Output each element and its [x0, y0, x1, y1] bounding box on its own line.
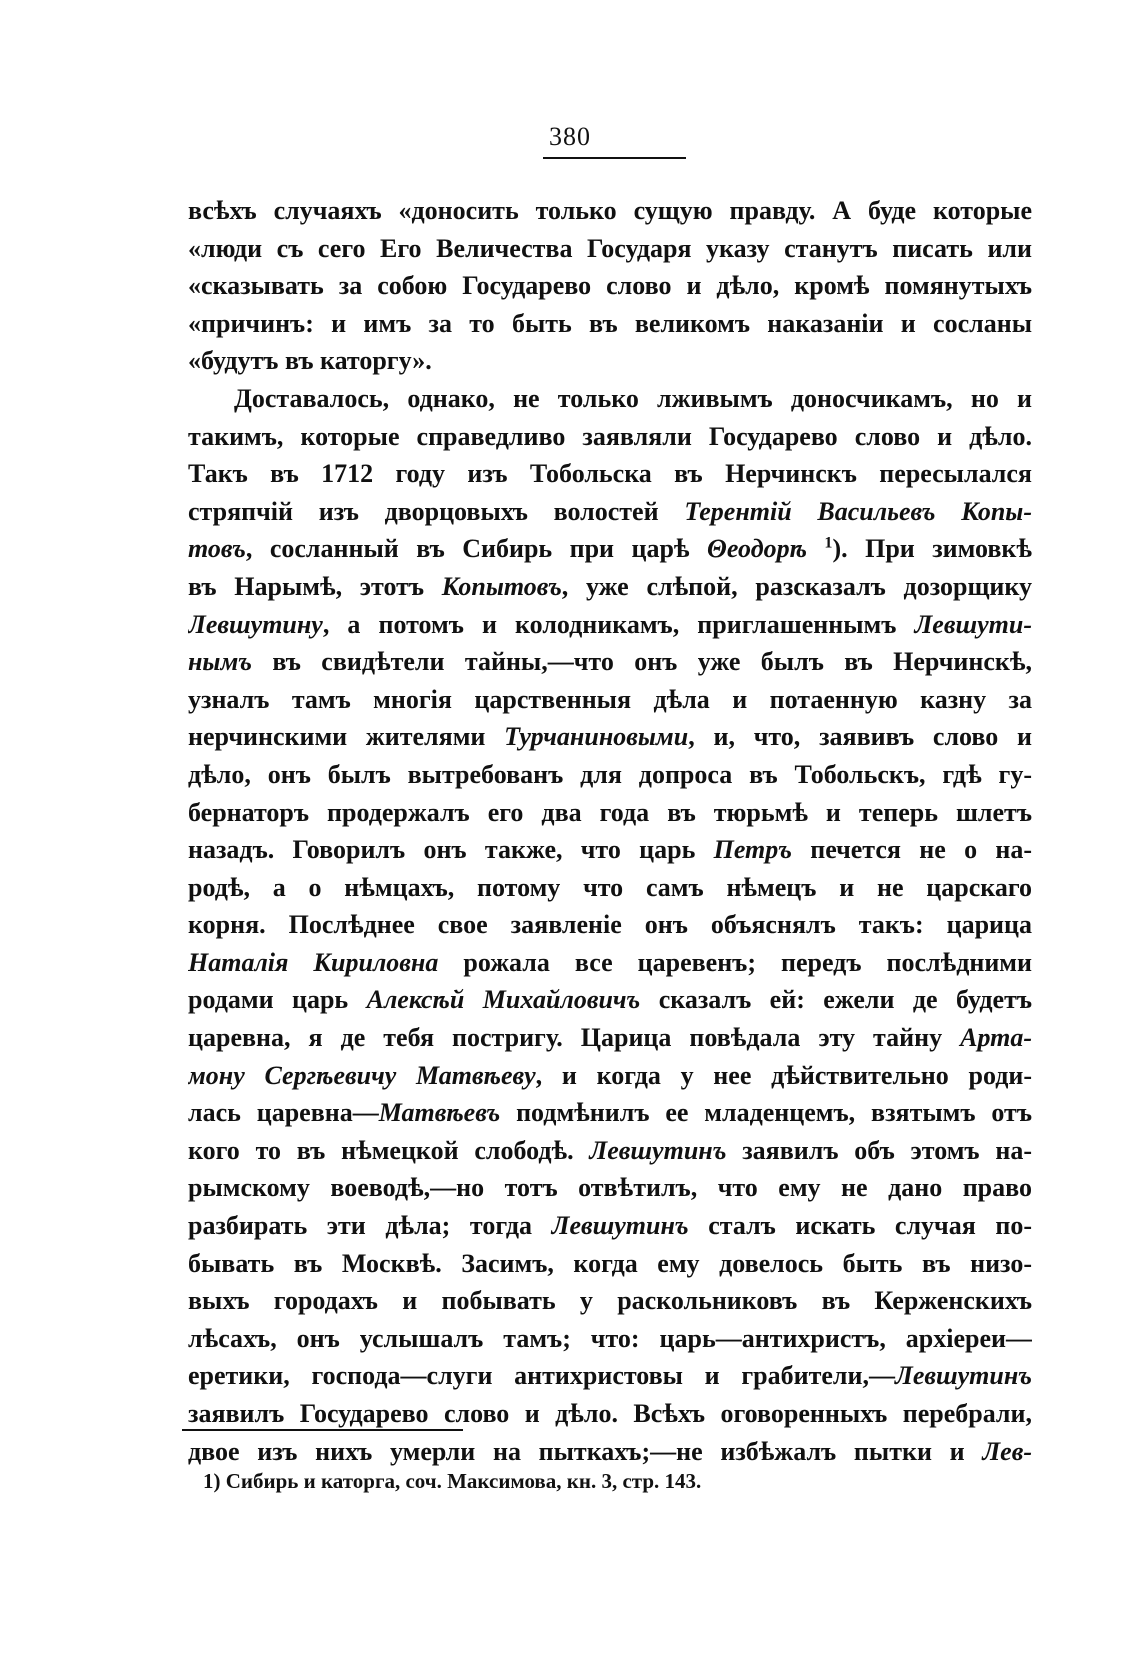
italic-name: Левшутинъ	[589, 1135, 727, 1165]
footnote-ref: 1	[824, 534, 833, 552]
text-run: всѣхъ случаяхъ «доносить только сущую правду. А буде которые	[188, 196, 1032, 225]
italic-name: Арта-	[960, 1023, 1032, 1053]
text-run: подмѣнилъ ее младенцемъ, взятымъ отъ	[500, 1098, 1032, 1128]
italic-name: нымъ	[188, 647, 252, 677]
text-run: «будутъ въ каторгу».	[188, 346, 432, 376]
footnote-rule	[182, 1429, 463, 1431]
italic-name: Θеодорѣ	[707, 534, 807, 564]
text-line	[188, 981, 1032, 1019]
italic-name: Матвѣевъ	[378, 1098, 501, 1128]
text-line	[188, 794, 1032, 832]
text-run: ). При зимовкѣ	[832, 534, 1032, 564]
text-line	[188, 944, 1032, 982]
text-run: въ Нарымѣ, этотъ	[188, 571, 442, 601]
italic-name: товъ	[188, 534, 246, 564]
italic-name: Турчаниновыми	[504, 722, 689, 752]
text-run: двое изъ нихъ умерли на пыткахъ;—не избѣжалъ пытки и	[188, 1436, 983, 1466]
text-line	[188, 192, 1032, 230]
text-run: въ свидѣтели тайны,—что онъ уже былъ въ Нерчинскѣ,	[251, 647, 1032, 677]
text-run: , а потомъ и колодникамъ, приглашеннымъ	[322, 609, 915, 639]
italic-name: Терентій Васильевъ Копы-	[684, 496, 1032, 526]
text-line	[188, 1019, 1032, 1057]
text-line	[188, 342, 1032, 380]
text-run: такимъ, которые справедливо заявляли Государево слово и дѣло.	[188, 421, 1032, 451]
italic-name: мону Сергѣевичу Матвѣеву	[188, 1060, 536, 1090]
footnote	[203, 1469, 701, 1494]
text-run: , и когда у нее дѣйствительно роди-	[535, 1060, 1032, 1090]
text-run: печется не о на-	[791, 835, 1032, 865]
text-line	[188, 681, 1032, 719]
text-run: сталъ искать случая по-	[688, 1211, 1032, 1241]
italic-name: Копытовъ	[441, 571, 562, 601]
text-run: назадъ. Говорилъ онъ также, что царь	[188, 835, 714, 865]
text-line	[188, 568, 1032, 606]
text-line	[188, 1132, 1032, 1170]
text-line	[188, 1245, 1032, 1283]
italic-name: Лев-	[982, 1436, 1032, 1466]
text-line	[188, 1094, 1032, 1132]
text-run: рожала все царевенъ; передъ послѣдними	[438, 947, 1032, 977]
footnote-text: Сибирь и каторга, соч. Максимова, кн. 3, стр. 143.	[225, 1469, 702, 1493]
text-run: Такъ въ 1712 году изъ Тобольска въ Нерчинскъ пересылался	[188, 459, 1032, 489]
text-line	[188, 455, 1032, 493]
text-run: корня. Послѣднее свое заявленіе онъ объяснялъ такъ: царица	[188, 910, 1032, 940]
text-run: кого то въ нѣмецкой слободѣ.	[188, 1135, 590, 1165]
text-run: родѣ, а о нѣмцахъ, потому что самъ нѣмецъ и не царскаго	[188, 872, 1032, 902]
text-run: Доставалось, однако, не только лживымъ доносчикамъ, но и	[234, 383, 1032, 413]
text-run: еретики, господа—слуги антихристовы и грабители,—	[188, 1361, 895, 1391]
italic-name: Левшутинъ	[551, 1211, 689, 1241]
text-line	[188, 305, 1032, 343]
body-text	[188, 192, 1032, 1470]
text-line	[188, 493, 1032, 531]
text-line	[188, 418, 1032, 456]
page-number: 380	[549, 122, 591, 151]
footnote-marker: 1)	[203, 1469, 221, 1493]
italic-name: Алексѣй Михайловичъ	[366, 985, 641, 1015]
text-run: царевна, я де тебя постригу. Царица повѣдала эту тайну	[188, 1023, 961, 1053]
text-run: рымскому воеводѣ,—но тотъ отвѣтилъ, что ему не дано право	[188, 1173, 1032, 1203]
text-line	[188, 906, 1032, 944]
text-run: , и, что, заявивъ слово и	[688, 722, 1032, 752]
text-line	[188, 1320, 1032, 1358]
text-line	[188, 230, 1032, 268]
text-line	[188, 380, 1032, 418]
text-run: узналъ тамъ многія царственныя дѣла и потаенную казну за	[188, 684, 1032, 714]
text-run: заявилъ Государево слово и дѣло. Всѣхъ оговоренныхъ перебрали,	[188, 1399, 1032, 1428]
text-run: , сосланный въ Сибирь при царѣ	[245, 534, 708, 564]
text-line	[188, 718, 1032, 756]
italic-name: Наталія Кириловна	[188, 947, 439, 977]
text-run: родами царь	[188, 985, 367, 1015]
page-number-rule	[543, 157, 686, 159]
text-line	[188, 756, 1032, 794]
text-line	[188, 1169, 1032, 1207]
text-run: заявилъ объ этомъ на-	[726, 1135, 1032, 1165]
text-line	[188, 831, 1032, 869]
text-run: бернаторъ продержалъ его два года въ тюрьмѣ и теперь шлетъ	[188, 797, 1032, 827]
text-line	[188, 643, 1032, 681]
italic-name: Левшутину	[188, 609, 323, 639]
text-run: лась царевна—	[188, 1098, 379, 1128]
text-run: бывать въ Москвѣ. Засимъ, когда ему довелось быть въ низо-	[188, 1248, 1032, 1278]
text-line	[188, 869, 1032, 907]
italic-name: Левшути-	[914, 609, 1032, 639]
text-run: сказалъ ей: ежели де будетъ	[640, 985, 1032, 1015]
text-run: «сказывать за собою Государево слово и дѣло, кромѣ помянутыхъ	[188, 271, 1032, 301]
text-run: «люди съ сего Его Величества Государя указу станутъ писать или	[188, 233, 1032, 263]
text-line	[188, 1433, 1032, 1471]
text-line	[188, 1395, 1032, 1433]
text-line	[188, 1207, 1032, 1245]
italic-name: Петръ	[713, 835, 792, 865]
text-line	[188, 1357, 1032, 1395]
text-line	[188, 606, 1032, 644]
text-line	[188, 1057, 1032, 1095]
text-line	[188, 267, 1032, 305]
text-run: разбирать эти дѣла; тогда	[188, 1211, 552, 1241]
text-run: стряпчій изъ дворцовыхъ волостей	[188, 496, 685, 526]
text-run: нерчинскими жителями	[188, 722, 505, 752]
text-run: дѣло, онъ былъ вытребованъ для допроса въ Тобольскъ, гдѣ гу-	[188, 759, 1032, 789]
text-run: «причинъ: и имъ за то быть въ великомъ наказаніи и сосланы	[188, 308, 1032, 338]
text-line	[188, 530, 1032, 568]
text-run: лѣсахъ, онъ услышалъ тамъ; что: царь—антихристъ, архіереи—	[188, 1323, 1032, 1353]
text-run: , уже слѣпой, разсказалъ дозорщику	[561, 571, 1032, 601]
italic-name: Левшутинъ	[894, 1361, 1032, 1391]
text-run: выхъ городахъ и побывать у раскольниковъ въ Керженскихъ	[188, 1286, 1032, 1316]
text-line	[188, 1282, 1032, 1320]
